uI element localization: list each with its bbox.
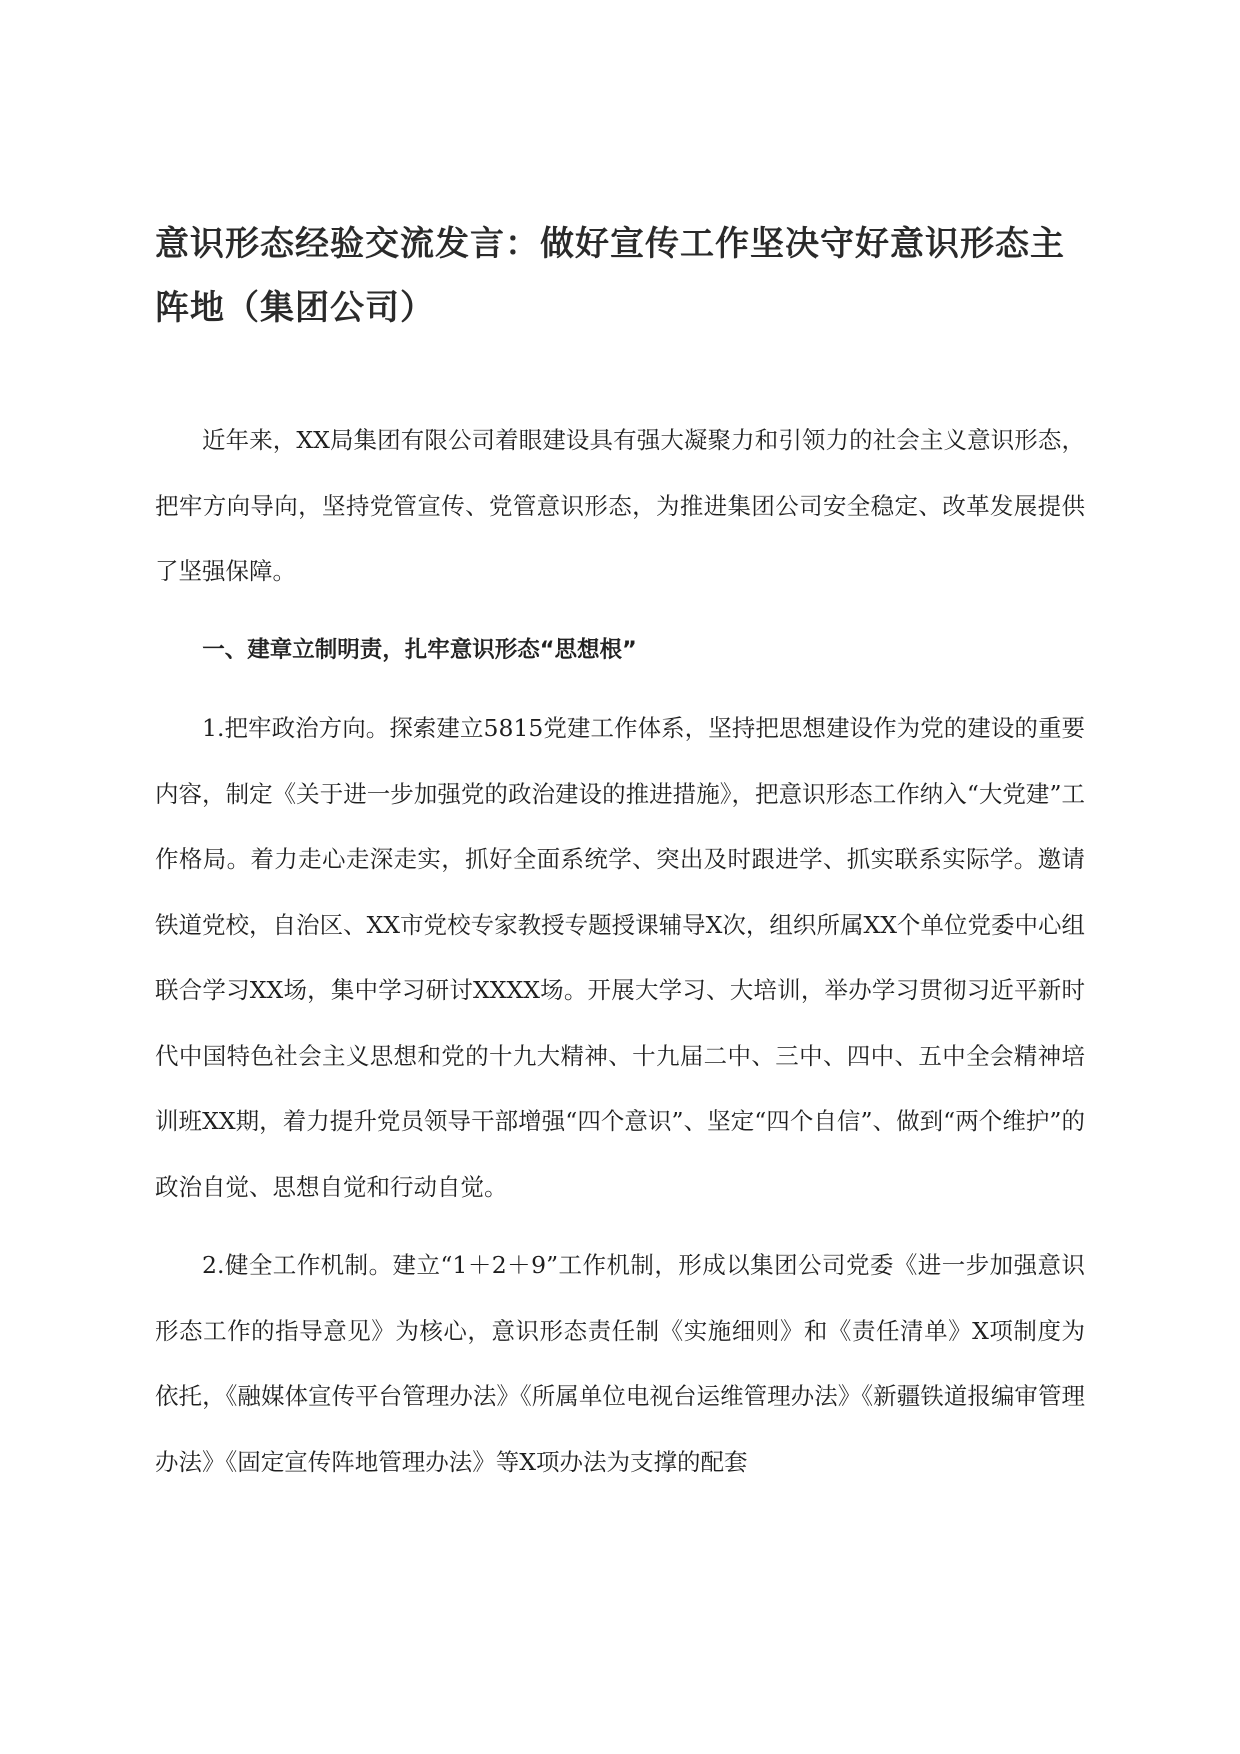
paragraph-gap [155, 683, 1085, 696]
document-title: 意识形态经验交流发言：做好宣传工作坚决守好意识形态主阵地（集团公司） [155, 224, 1065, 328]
item-paragraph-1: 1.把牢政治方向。探索建立5815党建工作体系，坚持把思想建设作为党的建设的重要内容，制定《关于进一步加强党的政治建设的推进措施》，把意识形态工作纳入“大党建”工作格局。着力走心走深走实，抓好全面系统学、突出及时跟进学、抓实联系实际学。邀请铁道党校，自治区、XX市党校专家教授专题授课辅导X次，组织所属XX个单位党委中心组联合学习XX场，集中学习研讨XXXX场。开展大学习、大培训，举办学习贯彻习近平新时代中国特色社会主义思想和党的十九大精神、十九届二中、三中、四中、五中全会精神培训班XX期，着力提升党员领导干部增强“四个意识”、坚定“四个自信”、做到“两个维护”的政治自觉、思想自觉和行动自觉。 [155, 714, 1085, 1201]
document-body [155, 408, 1085, 1495]
paragraph-gap [155, 605, 1085, 618]
section-heading-1: 一、建章立制明责，扎牢意识形态“思想根” [202, 636, 637, 663]
paragraph-gap [155, 1220, 1085, 1233]
item-paragraph-2: 2.健全工作机制。建立“1＋2＋9”工作机制，形成以集团公司党委《进一步加强意识形态工作的指导意见》为核心，意识形态责任制《实施细则》和《责任清单》X项制度为依托，《融媒体宣传平台管理办法》《所属单位电视台运维管理办法》《新疆铁道报编审管理办法》《固定宣传阵地管理办法》等X项办法为支撑的配套 [155, 1251, 1085, 1476]
intro-paragraph: 近年来，XX局集团有限公司着眼建设具有强大凝聚力和引领力的社会主义意识形态，把牢方向导向，坚持党管宣传、党管意识形态，为推进集团公司安全稳定、改革发展提供了坚强保障。 [155, 426, 1085, 585]
